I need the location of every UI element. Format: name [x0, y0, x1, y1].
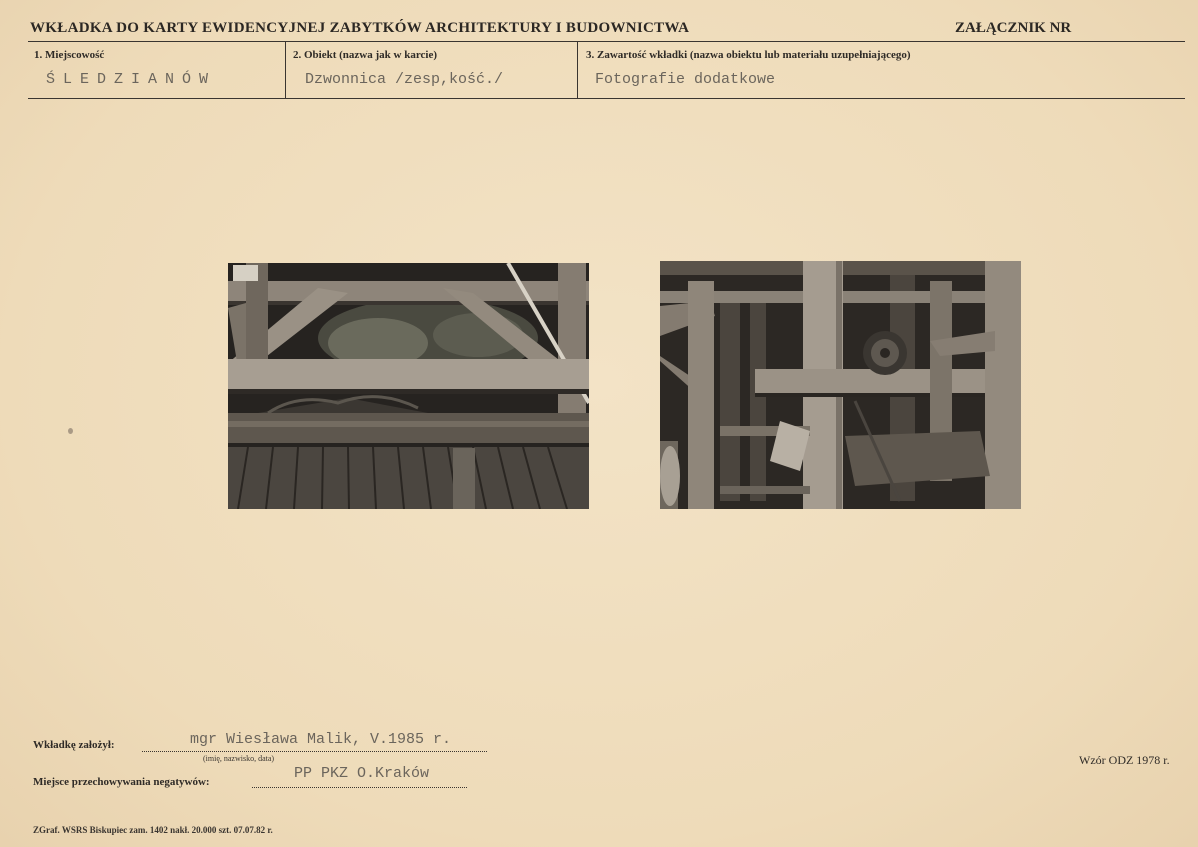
form-code: Wzór ODZ 1978 r. [1079, 753, 1170, 767]
object-value: Dzwonnica /zesp,kość./ [305, 71, 504, 88]
object-label: 2. Obiekt (nazwa jak w karcie) [293, 49, 438, 61]
printer-imprint: ZGraf. WSRS Biskupiec zam. 1402 nakł. 20.000 szt. 07.07.82 r. [33, 825, 273, 835]
founder-hint: (imię, nazwisko, data) [203, 754, 275, 763]
content-label: 3. Zawartość wkładki (nazwa obiektu lub materiału uzupełniającego) [586, 49, 911, 61]
place-value: ŚLEDZIANÓW [46, 71, 217, 88]
belfry-frame-photo [228, 263, 589, 509]
paper-speck [68, 428, 73, 434]
content-value: Fotografie dodatkowe [595, 71, 776, 88]
header-bottom-rule [28, 98, 1185, 99]
storage-dotted-line [252, 787, 467, 788]
column-divider-2 [577, 42, 578, 98]
founder-label: Wkładkę założył: [33, 739, 115, 751]
founder-dotted-line [142, 751, 487, 752]
belfry-interior-photo [660, 261, 1021, 509]
place-label: 1. Miejscowość [34, 49, 105, 61]
header-top-rule [28, 41, 1185, 42]
storage-value: PP PKZ O.Kraków [294, 765, 430, 782]
document-title: WKŁADKA DO KARTY EWIDENCYJNEJ ZABYTKÓW ARCHITEKTURY I BUDOWNICTWA [30, 20, 690, 36]
annex-label: ZAŁĄCZNIK NR [955, 20, 1072, 36]
storage-label: Miejsce przechowywania negatywów: [33, 776, 210, 788]
column-divider-1 [285, 42, 286, 98]
founder-value: mgr Wiesława Malik, V.1985 r. [190, 731, 452, 748]
